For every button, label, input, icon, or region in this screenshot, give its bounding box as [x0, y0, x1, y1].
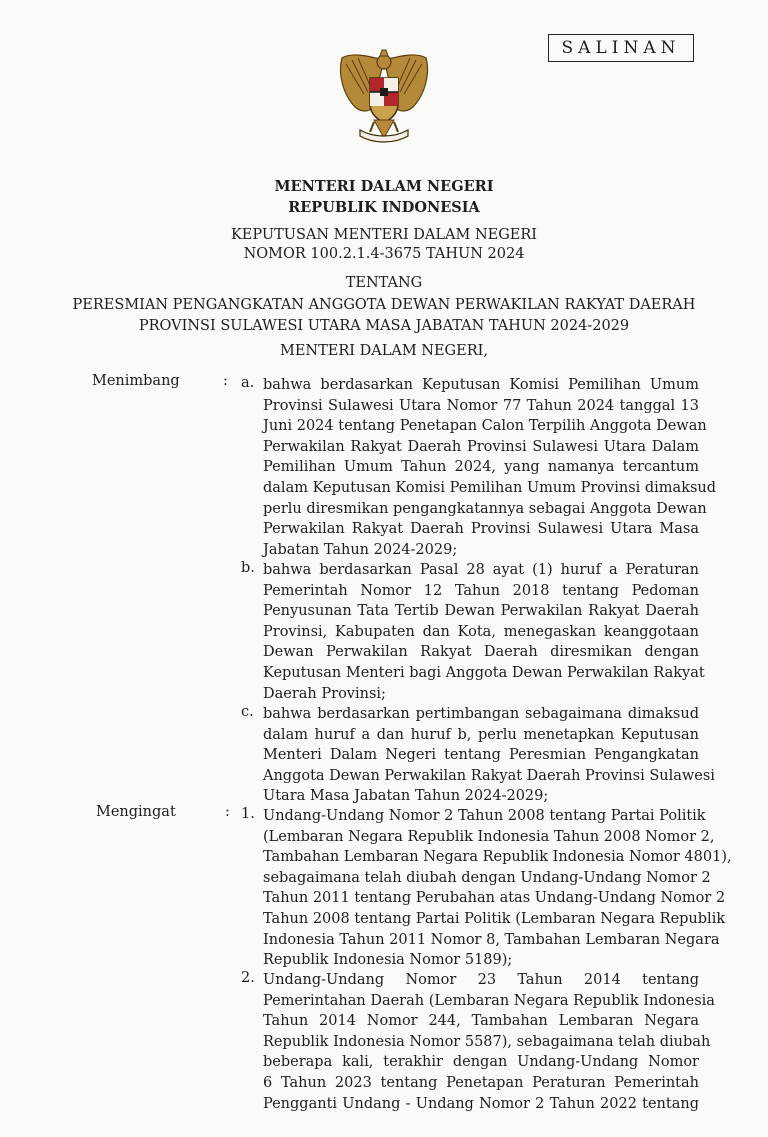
- decree-issuer: MENTERI DALAM NEGERI,: [280, 343, 488, 359]
- text-line: dalam huruf a dan huruf b, perlu menetapkan Keputusan: [263, 726, 699, 743]
- text-line: Penyusunan Tata Tertib Dewan Perwakilan Rakyat Daerah: [263, 603, 699, 620]
- mengingat-label: Mengingat: [96, 804, 176, 820]
- text-line: Tahun 2011 tentang Perubahan atas Undang-Undang Nomor 2: [263, 890, 726, 907]
- menimbang-item-c: [263, 704, 715, 807]
- salinan-stamp: SALINAN: [548, 34, 694, 62]
- text-line: 6 Tahun 2023 tentang Penetapan Peraturan Pemerintah: [263, 1074, 699, 1091]
- text-line: Tahun 2008 tentang Partai Politik (Lembaran Negara Republik: [263, 910, 726, 927]
- text-line: perlu diresmikan pengangkatannya sebagai Anggota Dewan: [263, 500, 707, 517]
- text-line: dalam Keputusan Komisi Pemilihan Umum Provinsi dimaksud: [263, 479, 717, 496]
- text-line: Jabatan Tahun 2024-2029;: [263, 541, 458, 558]
- decree-number: NOMOR 100.2.1.4-3675 TAHUN 2024: [243, 246, 525, 262]
- text-line: Perwakilan Rakyat Daerah Provinsi Sulawesi Utara Masa: [263, 521, 699, 538]
- text-line: Perwakilan Rakyat Daerah Provinsi Sulawesi Utara Dalam: [263, 438, 699, 455]
- decree-subject-line2: PROVINSI SULAWESI UTARA MASA JABATAN TAHUN 2024-2029: [138, 318, 630, 334]
- text-line: Tahun 2014 Nomor 244, Tambahan Lembaran Negara: [263, 1013, 699, 1030]
- text-line: Pemilihan Umum Tahun 2024, yang namanya tercantum: [263, 459, 699, 476]
- mengingat-item-marker: 2.: [241, 970, 255, 986]
- text-line: Daerah Provinsi;: [263, 685, 386, 702]
- menimbang-colon: :: [223, 373, 228, 389]
- text-line: sebagaimana telah diubah dengan Undang-Undang Nomor 2: [263, 869, 711, 886]
- text-line: Pengganti Undang - Undang Nomor 2 Tahun 2022 tentang: [263, 1095, 699, 1112]
- mengingat-colon: :: [225, 804, 230, 820]
- text-line: Tambahan Lembaran Negara Republik Indonesia Nomor 4801),: [263, 849, 732, 866]
- menimbang-item-a: [263, 375, 717, 560]
- decree-title: KEPUTUSAN MENTERI DALAM NEGERI: [230, 227, 538, 243]
- text-line: Keputusan Menteri bagi Anggota Dewan Perwakilan Rakyat: [263, 664, 705, 681]
- menimbang-item-marker: c.: [241, 704, 254, 720]
- text-line: bahwa berdasarkan Keputusan Komisi Pemilihan Umum: [263, 377, 699, 393]
- text-line: Indonesia Tahun 2011 Nomor 8, Tambahan Lembaran Negara: [263, 931, 720, 948]
- header-republic: REPUBLIK INDONESIA: [288, 199, 480, 216]
- text-line: bahwa berdasarkan Pasal 28 ayat (1) huruf a Peraturan: [263, 562, 699, 578]
- text-line: Juni 2024 tentang Penetapan Calon Terpilih Anggota Dewan: [263, 418, 707, 435]
- text-line: bahwa berdasarkan pertimbangan sebagaimana dimaksud: [263, 706, 699, 722]
- text-line: Utara Masa Jabatan Tahun 2024-2029;: [263, 788, 549, 805]
- text-line: Menteri Dalam Negeri tentang Peresmian Pengangkatan: [263, 747, 699, 764]
- text-line: Pemerintahan Daerah (Lembaran Negara Republik Indonesia: [263, 992, 715, 1009]
- text-line: (Lembaran Negara Republik Indonesia Tahun 2008 Nomor 2,: [263, 828, 715, 845]
- text-line: Dewan Perwakilan Rakyat Daerah diresmikan dengan: [263, 644, 699, 661]
- mengingat-item-marker: 1.: [241, 806, 255, 822]
- menimbang-item-marker: a.: [241, 375, 255, 391]
- text-line: Provinsi Sulawesi Utara Nomor 77 Tahun 2024 tanggal 13: [263, 397, 699, 414]
- text-line: Undang-Undang Nomor 2 Tahun 2008 tentang Partai Politik: [263, 808, 706, 824]
- garuda-pancasila-emblem-icon: [334, 42, 434, 148]
- menimbang-label: Menimbang: [92, 373, 180, 389]
- mengingat-item-2: [263, 970, 715, 1114]
- decree-about: TENTANG: [345, 275, 423, 291]
- menimbang-item-b: [263, 560, 705, 704]
- decree-subject-line1: PERESMIAN PENGANGKATAN ANGGOTA DEWAN PERWAKILAN RAKYAT DAERAH: [72, 297, 696, 313]
- text-line: Provinsi, Kabupaten dan Kota, menegaskan keanggotaan: [263, 623, 699, 640]
- text-line: Undang-Undang Nomor 23 Tahun 2014 tentang: [263, 972, 699, 988]
- menimbang-item-marker: b.: [241, 560, 255, 576]
- text-line: Republik Indonesia Nomor 5587), sebagaimana telah diubah: [263, 1033, 711, 1050]
- text-line: Anggota Dewan Perwakilan Rakyat Daerah Provinsi Sulawesi: [263, 767, 715, 784]
- mengingat-item-1: [263, 806, 732, 971]
- text-line: Pemerintah Nomor 12 Tahun 2018 tentang Pedoman: [263, 582, 699, 599]
- text-line: beberapa kali, terakhir dengan Undang-Undang Nomor: [263, 1054, 699, 1071]
- text-line: Republik Indonesia Nomor 5189);: [263, 952, 513, 969]
- header-minister: MENTERI DALAM NEGERI: [274, 178, 494, 195]
